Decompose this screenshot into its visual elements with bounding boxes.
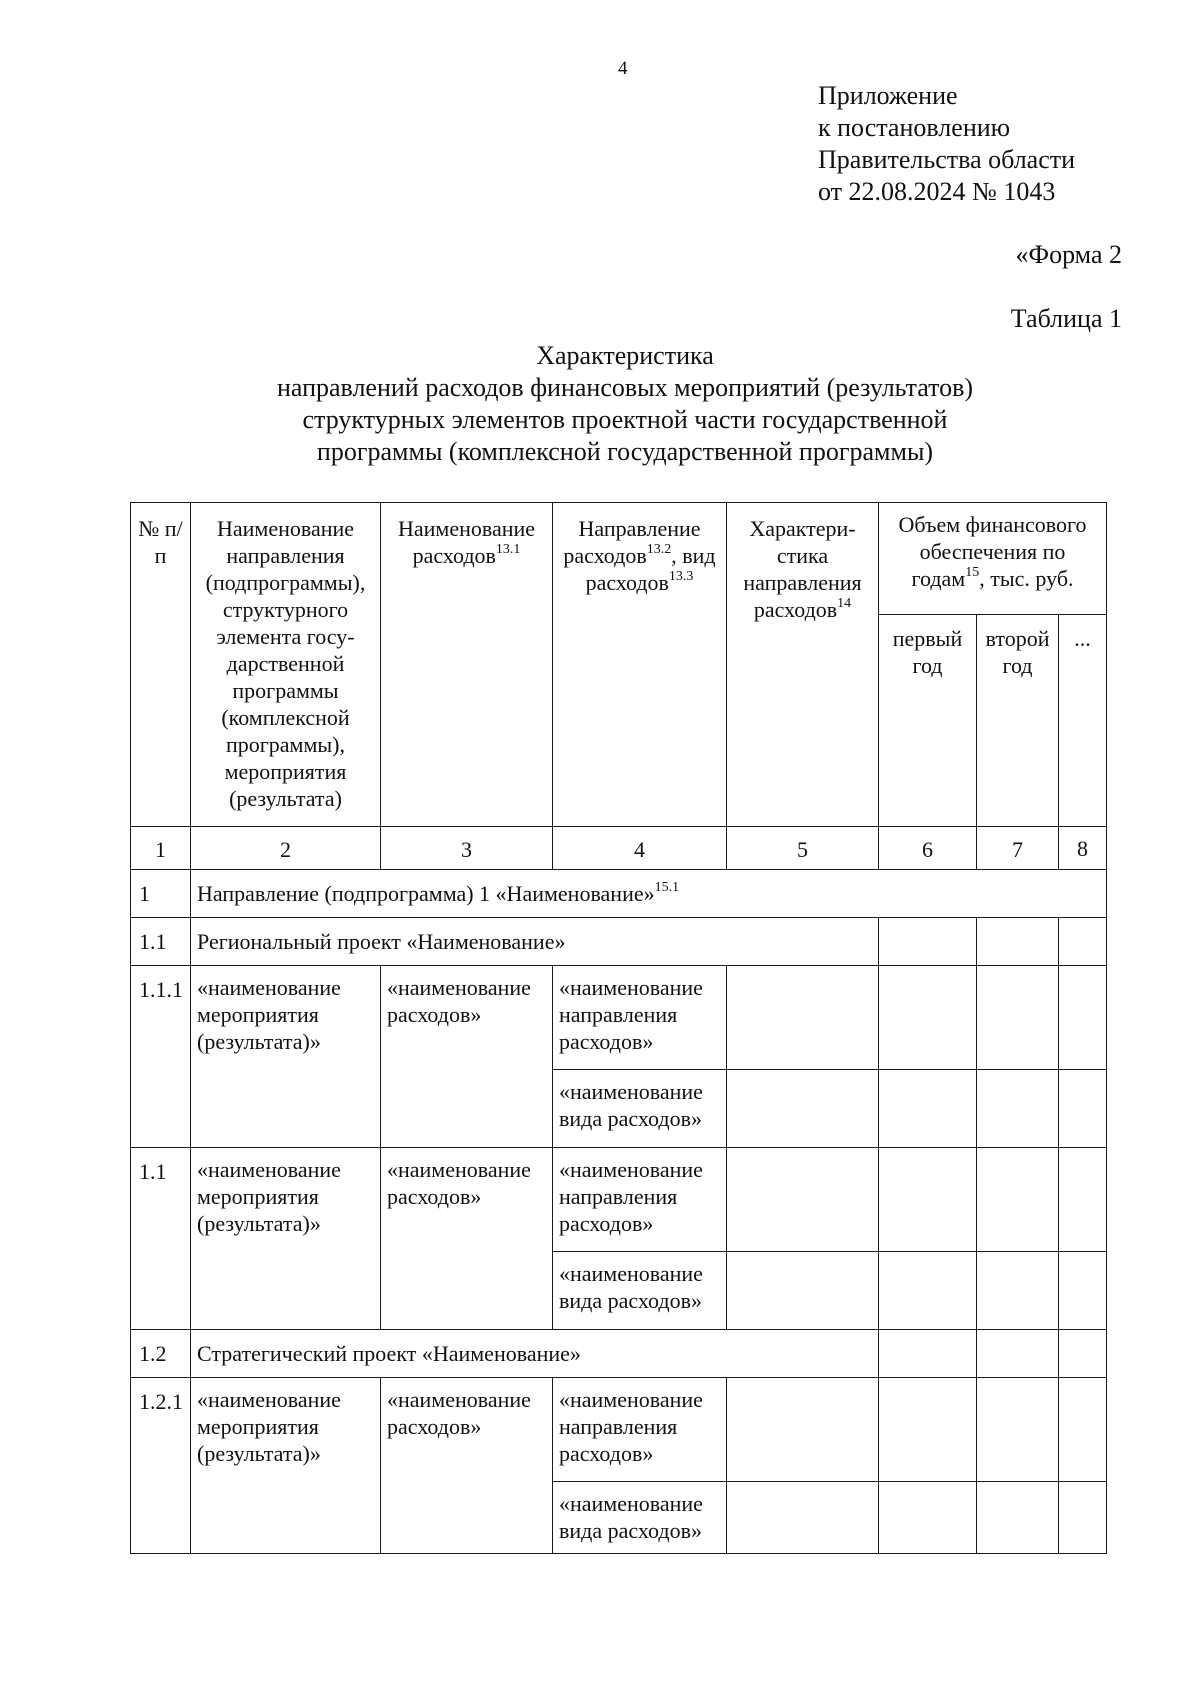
column-number: 2 bbox=[191, 827, 381, 870]
empty-cell bbox=[1059, 1252, 1107, 1330]
page-number: 4 bbox=[618, 58, 628, 79]
empty-cell bbox=[879, 1252, 977, 1330]
empty-cell bbox=[727, 1070, 879, 1148]
empty-cell bbox=[879, 1482, 977, 1554]
header-text: Наименование расходов bbox=[397, 516, 536, 568]
empty-cell bbox=[1059, 966, 1107, 1070]
expense-name: «наименование расходов» bbox=[381, 1148, 553, 1330]
header-year-more: ... bbox=[1059, 615, 1107, 827]
expenses-table bbox=[130, 502, 1107, 1554]
footnote-ref: 15 bbox=[965, 564, 980, 580]
form-label: «Форма 2 bbox=[1015, 240, 1122, 269]
header-text: Объем финансового обеспечения по годам bbox=[898, 512, 1087, 591]
empty-cell bbox=[879, 1378, 977, 1482]
header-number: № п/п bbox=[131, 503, 191, 827]
header-text: , тыс. руб. bbox=[979, 566, 1074, 591]
title-line: структурных элементов проектной части государственной bbox=[302, 405, 948, 434]
empty-cell bbox=[977, 1070, 1059, 1148]
expense-direction-name: «наименование направления расходов» bbox=[553, 1378, 727, 1482]
expense-kind-name: «наименование вида расходов» bbox=[553, 1252, 727, 1330]
title-line: направлений расходов финансовых мероприятий (результатов) bbox=[276, 373, 974, 402]
empty-cell bbox=[977, 1252, 1059, 1330]
row-number: 1.2 bbox=[131, 1330, 191, 1378]
appendix-line: Приложение bbox=[818, 81, 958, 110]
column-number: 3 bbox=[381, 827, 553, 870]
empty-cell bbox=[727, 1482, 879, 1554]
empty-cell bbox=[977, 1482, 1059, 1554]
document-title bbox=[130, 340, 1120, 468]
footnote-ref: 15.1 bbox=[654, 879, 680, 895]
empty-cell bbox=[879, 918, 977, 966]
empty-cell bbox=[727, 1378, 879, 1482]
column-number: 1 bbox=[131, 827, 191, 870]
expense-kind-name: «наименование вида расходов» bbox=[553, 1482, 727, 1554]
header-year-second: второй год bbox=[977, 615, 1059, 827]
row-number: 1.1 bbox=[131, 918, 191, 966]
footnote-ref: 14 bbox=[837, 595, 852, 611]
title-line: программы (комплексной государственной программы) bbox=[316, 437, 934, 466]
empty-cell bbox=[977, 1148, 1059, 1252]
empty-cell bbox=[879, 966, 977, 1070]
empty-cell bbox=[977, 966, 1059, 1070]
column-number: 7 bbox=[977, 827, 1059, 870]
expense-name: «наименование расходов» bbox=[381, 966, 553, 1148]
regional-project-row: Региональный проект «Наименование» bbox=[191, 918, 879, 966]
expense-direction-name: «наименование направления расходов» bbox=[553, 1148, 727, 1252]
header-element-name: Наименование направления (подпрограммы), структурного элемента госу-дарственной программы (комплексной программы), мероприятия (результата) bbox=[191, 503, 381, 827]
event-name: «наименование мероприятия (результата)» bbox=[191, 1148, 381, 1330]
empty-cell bbox=[1059, 1070, 1107, 1148]
subprogram-row bbox=[191, 870, 1107, 918]
empty-cell bbox=[879, 1330, 977, 1378]
header-text: Направление расходов bbox=[563, 516, 701, 568]
empty-cell bbox=[1059, 1378, 1107, 1482]
footnote-ref: 13.3 bbox=[668, 568, 694, 584]
row-text: Направление (подпрограмма) 1 «Наименование» bbox=[197, 881, 655, 906]
appendix-block bbox=[818, 80, 1075, 208]
table-label: Таблица 1 bbox=[1010, 304, 1122, 333]
empty-cell bbox=[879, 1070, 977, 1148]
header-year-first: первый год bbox=[879, 615, 977, 827]
expense-direction-name: «наименование направления расходов» bbox=[553, 966, 727, 1070]
empty-cell bbox=[727, 966, 879, 1070]
appendix-line: к постановлению bbox=[818, 113, 1011, 142]
expense-name: «наименование расходов» bbox=[381, 1378, 553, 1554]
row-number: 1.2.1 bbox=[131, 1378, 191, 1554]
title-line: Характеристика bbox=[536, 341, 714, 370]
header-funding-volume bbox=[879, 503, 1107, 615]
empty-cell bbox=[977, 1330, 1059, 1378]
footnote-ref: 13.1 bbox=[495, 541, 521, 557]
expense-kind-name: «наименование вида расходов» bbox=[553, 1070, 727, 1148]
header-expense-direction bbox=[553, 503, 727, 827]
row-number: 1 bbox=[131, 870, 191, 918]
header-text: , вид расходов bbox=[585, 543, 716, 595]
appendix-line: от 22.08.2024 № 1043 bbox=[818, 177, 1056, 206]
row-number: 1.1 bbox=[131, 1148, 191, 1330]
empty-cell bbox=[879, 1148, 977, 1252]
empty-cell bbox=[977, 1378, 1059, 1482]
column-number: 8 bbox=[1059, 827, 1107, 870]
row-number: 1.1.1 bbox=[131, 966, 191, 1148]
footnote-ref: 13.2 bbox=[646, 541, 672, 557]
empty-cell bbox=[727, 1252, 879, 1330]
header-text: Характери-стика направления расходов bbox=[743, 516, 862, 622]
empty-cell bbox=[1059, 1330, 1107, 1378]
empty-cell bbox=[727, 1148, 879, 1252]
appendix-line: Правительства области bbox=[818, 145, 1076, 174]
header-direction-characteristic bbox=[727, 503, 879, 827]
empty-cell bbox=[1059, 1482, 1107, 1554]
column-number: 6 bbox=[879, 827, 977, 870]
empty-cell bbox=[977, 918, 1059, 966]
strategic-project-row: Стратегический проект «Наименование» bbox=[191, 1330, 879, 1378]
empty-cell bbox=[1059, 1148, 1107, 1252]
event-name: «наименование мероприятия (результата)» bbox=[191, 966, 381, 1148]
event-name: «наименование мероприятия (результата)» bbox=[191, 1378, 381, 1554]
column-number: 5 bbox=[727, 827, 879, 870]
header-expense-name bbox=[381, 503, 553, 827]
column-number: 4 bbox=[553, 827, 727, 870]
empty-cell bbox=[1059, 918, 1107, 966]
